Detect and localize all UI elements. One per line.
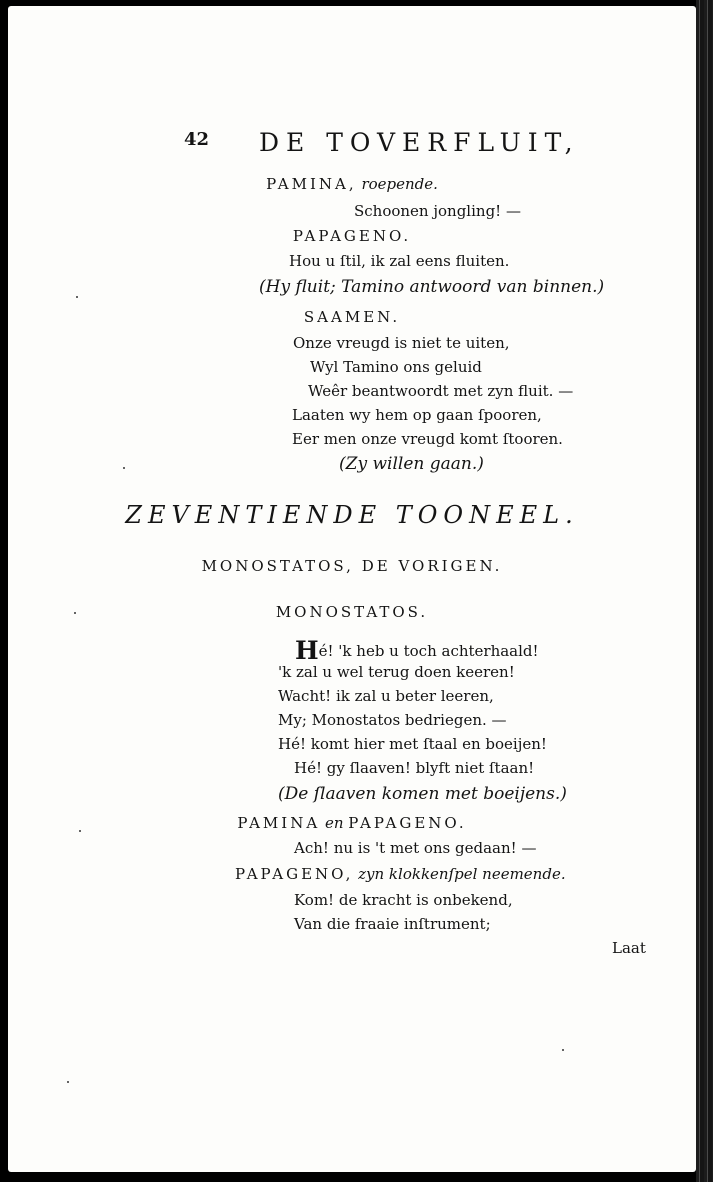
stage-direction: (Zy willen gaan.) — [339, 454, 484, 474]
verse-line: Wacht! ik zal u beter leeren, — [278, 687, 494, 705]
catchword: Laat — [612, 939, 646, 957]
speaker-heading — [8, 177, 696, 192]
paper-speck — [67, 1081, 69, 1083]
stage-direction: (Hy fluit; Tamino antwoord van binnen.) — [259, 277, 605, 297]
speaker-heading — [235, 867, 566, 882]
verse-line: My; Monostatos bedriegen. — — [278, 711, 507, 729]
page-number: 42 — [184, 129, 210, 150]
book-page — [8, 6, 696, 1172]
speaker-name: PAMINA — [237, 814, 321, 832]
verse-line: Ach! nu is 't met ons gedaan! — — [294, 839, 537, 857]
verse-line: 'k zal u wel terug doen keeren! — [278, 663, 515, 681]
stage-direction-inline: zyn klokkenſpel neemende. — [358, 865, 566, 883]
drop-cap: H — [295, 636, 319, 665]
verse-line: Wyl Tamino ons geluid — [310, 358, 482, 376]
verse-line: Laaten wy hem op gaan ſpooren, — [292, 406, 542, 424]
verse-text: é! 'k heb u toch achterhaald! — [318, 642, 539, 660]
verse-line — [295, 638, 539, 663]
verse-line: Onze vreugd is niet te uiten, — [293, 334, 510, 352]
speaker-name: PAMINA, — [266, 175, 357, 193]
verse-line: Hé! gy ſlaaven! blyft niet ſtaan! — [294, 759, 535, 777]
speaker-name: PAPAGENO. — [348, 814, 467, 832]
verse-line: Hou u ſtil, ik zal eens fluiten. — [289, 252, 510, 270]
paper-speck — [76, 296, 78, 298]
speaker-heading: SAAMEN. — [303, 308, 401, 326]
speaker-name: PAPAGENO, — [235, 865, 354, 883]
speaker-heading: MONOSTATOS. — [275, 603, 429, 621]
verse-line: Weêr beantwoordt met zyn fluit. — — [308, 382, 574, 400]
paper-speck — [74, 612, 76, 614]
page-edge-shadow — [696, 0, 713, 1182]
verse-line: Eer men onze vreugd komt ſtooren. — [292, 430, 563, 448]
paper-speck — [123, 467, 125, 469]
cast-list: MONOSTATOS, DE VORIGEN. — [201, 557, 503, 575]
verse-line: Schoonen jongling! — — [354, 202, 521, 220]
paper-speck — [79, 830, 81, 832]
scan-mark — [378, 0, 388, 6]
speaker-heading — [8, 816, 696, 831]
conjunction: en — [324, 814, 344, 832]
verse-line: Hé! komt hier met ſtaal en boeijen! — [278, 735, 547, 753]
verse-line: Kom! de kracht is onbekend, — [294, 891, 513, 909]
stage-direction: (De ſlaaven komen met boeijens.) — [278, 784, 567, 804]
running-title: DE TOVERFLUIT, — [259, 128, 580, 157]
speaker-heading: PAPAGENO. — [292, 227, 412, 245]
verse-line: Van die fraaie inſtrument; — [294, 915, 491, 933]
scene-title: ZEVENTIENDE TOONEEL. — [125, 501, 579, 529]
paper-speck — [562, 1049, 564, 1051]
stage-direction-inline: roepende. — [361, 175, 438, 193]
